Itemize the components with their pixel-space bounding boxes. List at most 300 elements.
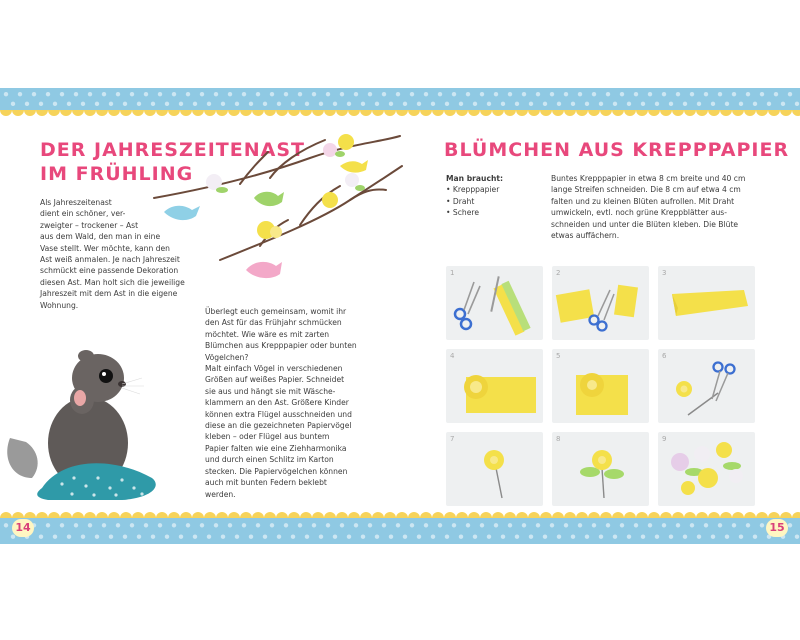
- polka-dot: [767, 102, 771, 106]
- polka-dot: [725, 102, 729, 106]
- polka-dot: [599, 102, 603, 106]
- scallop: [372, 110, 384, 116]
- polka-dot: [256, 92, 260, 96]
- polka-dot: [522, 523, 526, 527]
- flower-with-leaves-icon: [552, 432, 649, 506]
- polka-dot: [200, 92, 204, 96]
- bottom-border-band: [0, 518, 800, 544]
- polka-dot: [725, 535, 729, 539]
- step-photo-1: 1: [446, 266, 543, 340]
- polka-dot: [410, 92, 414, 96]
- scallop: [24, 110, 36, 116]
- polka-dot: [235, 535, 239, 539]
- polka-dot: [172, 92, 176, 96]
- material-item: • Schere: [446, 208, 480, 218]
- polka-dot: [690, 92, 694, 96]
- scallop: [360, 110, 372, 116]
- polka-dot: [473, 535, 477, 539]
- scallop: [720, 110, 732, 116]
- polka-dot: [158, 523, 162, 527]
- polka-dot: [648, 92, 652, 96]
- polka-dot: [319, 535, 323, 539]
- scallop: [72, 110, 84, 116]
- polka-dot: [179, 102, 183, 106]
- polka-dot: [144, 92, 148, 96]
- scallop: [780, 110, 792, 116]
- polka-dot: [536, 92, 540, 96]
- polka-dot: [354, 523, 358, 527]
- polka-dot: [655, 535, 659, 539]
- polka-dot: [739, 535, 743, 539]
- scallop: [600, 110, 612, 116]
- polka-dot: [452, 92, 456, 96]
- polka-dot: [123, 535, 127, 539]
- scallop: [408, 110, 420, 116]
- polka-dot: [620, 92, 624, 96]
- polka-dot: [25, 102, 29, 106]
- polka-dot: [487, 102, 491, 106]
- scallop: [204, 110, 216, 116]
- polka-dot: [550, 523, 554, 527]
- spring-branch-illustration: [150, 130, 405, 290]
- polka-dot: [529, 102, 533, 106]
- scallop: [504, 110, 516, 116]
- polka-dot: [662, 92, 666, 96]
- polka-dot: [508, 92, 512, 96]
- materials-list: [446, 173, 546, 219]
- polka-dot: [438, 92, 442, 96]
- polka-dot: [60, 523, 64, 527]
- polka-dot: [221, 102, 225, 106]
- polka-dot: [732, 92, 736, 96]
- polka-dot: [81, 535, 85, 539]
- polka-dot: [291, 102, 295, 106]
- polka-dot: [158, 92, 162, 96]
- flower-wire-scissors-icon: [658, 349, 755, 423]
- polka-dot: [389, 102, 393, 106]
- scallop: [324, 110, 336, 116]
- left-body-text: Überlegt euch gemeinsam, womit ihr den Ast für das Frühjahr schmücken möchtet. Wie wäre es mit zarten Blümchen aus Krepppapier oder bunten Vögelchen? Malt einfach Vögel in verschiedenen Größen auf weißes Papier. Schneidet sie aus und hängt sie mit Wäsche- klammern an den Ast. Größere Kinder können extra Flügel ausschneiden und diese an die gezeichneten Papiervögel kleben – oder Flügel aus buntem Papier falten wie eine Ziehharmonika und durch einen Schlitz im Karton stecken. Die Papiervögelchen können auch mit bunten Federn beklebt werden.: [205, 307, 357, 499]
- polka-dot: [340, 92, 344, 96]
- scallop: [552, 110, 564, 116]
- scallop: [240, 110, 252, 116]
- polka-dot: [389, 535, 393, 539]
- polka-dot: [592, 523, 596, 527]
- scallop: [132, 110, 144, 116]
- scallop: [216, 110, 228, 116]
- polka-dot: [676, 523, 680, 527]
- polka-dot: [11, 535, 15, 539]
- polka-dot: [249, 535, 253, 539]
- polka-dot: [648, 523, 652, 527]
- polka-dot: [480, 92, 484, 96]
- polka-dot: [753, 102, 757, 106]
- polka-dot: [508, 523, 512, 527]
- polka-dot: [130, 92, 134, 96]
- polka-dot: [774, 92, 778, 96]
- polka-dot: [571, 535, 575, 539]
- scallop: [456, 110, 468, 116]
- polka-dot: [445, 102, 449, 106]
- polka-dot: [144, 523, 148, 527]
- polka-dot: [501, 102, 505, 106]
- step-photo-3: 3: [658, 266, 755, 340]
- polka-dot: [683, 102, 687, 106]
- scallop: [396, 110, 408, 116]
- polka-dot: [207, 535, 211, 539]
- polka-dot: [424, 92, 428, 96]
- instructions-text: Buntes Krepppapier in etwa 8 cm breite und 40 cm lange Streifen schneiden. Die 8 cm auf etwa 4 cm falten und zu kleinen Blüten aufrollen. Mit Draht umwickeln, evtl. noch grüne Kreppblätter aus- schneiden und unter die Blüten kleben. Die Blüte etwas auffächern.: [551, 174, 746, 241]
- polka-dot: [557, 102, 561, 106]
- polka-dot: [123, 102, 127, 106]
- polka-dot: [403, 535, 407, 539]
- polka-dot: [95, 102, 99, 106]
- polka-dot: [312, 523, 316, 527]
- scallop: [528, 110, 540, 116]
- polka-dot: [298, 523, 302, 527]
- polka-dot: [627, 102, 631, 106]
- material-item: • Draht: [446, 196, 475, 206]
- scallop: [732, 110, 744, 116]
- scallop: [420, 110, 432, 116]
- polka-dot: [368, 92, 372, 96]
- scissors-and-paper-icon: [446, 266, 543, 340]
- scallop: [660, 110, 672, 116]
- scallop: [156, 110, 168, 116]
- scallop: [672, 110, 684, 116]
- polka-dot: [319, 102, 323, 106]
- scallop: [684, 110, 696, 116]
- polka-dot: [116, 523, 120, 527]
- polka-dot: [305, 102, 309, 106]
- polka-dot: [235, 102, 239, 106]
- polka-dot: [739, 102, 743, 106]
- polka-dot: [60, 92, 64, 96]
- polka-dot: [599, 535, 603, 539]
- polka-dot: [368, 523, 372, 527]
- top-border-band: [0, 88, 800, 110]
- polka-dot: [88, 523, 92, 527]
- polka-dot: [536, 523, 540, 527]
- polka-dot: [732, 523, 736, 527]
- polka-dot: [501, 535, 505, 539]
- polka-dot: [333, 102, 337, 106]
- scallop: [96, 110, 108, 116]
- polka-dot: [431, 102, 435, 106]
- scallop: [0, 110, 12, 116]
- left-page-number: 14: [12, 519, 34, 537]
- scallop: [588, 110, 600, 116]
- scallop: [636, 110, 648, 116]
- polka-dot: [564, 92, 568, 96]
- polka-dot: [361, 535, 365, 539]
- polka-dot: [522, 92, 526, 96]
- polka-dot: [613, 535, 617, 539]
- polka-dot: [347, 102, 351, 106]
- scallop: [264, 110, 276, 116]
- scallop: [144, 110, 156, 116]
- scallop: [276, 110, 288, 116]
- polka-dot: [564, 523, 568, 527]
- polka-dot: [634, 523, 638, 527]
- polka-dot: [102, 92, 106, 96]
- polka-dot: [193, 535, 197, 539]
- polka-dots: [0, 88, 800, 110]
- polka-dot: [795, 102, 799, 106]
- rolling-flower-icon: [446, 349, 543, 423]
- polka-dot: [179, 535, 183, 539]
- scallop: [444, 110, 456, 116]
- polka-dot: [95, 535, 99, 539]
- polka-dot: [641, 102, 645, 106]
- polka-dot: [53, 535, 57, 539]
- polka-dot: [466, 92, 470, 96]
- polka-dot: [263, 535, 267, 539]
- polka-dot: [704, 523, 708, 527]
- material-item: • Krepppapier: [446, 185, 500, 195]
- polka-dot: [795, 535, 799, 539]
- polka-dot: [480, 523, 484, 527]
- polka-dot: [473, 102, 477, 106]
- step-photo-8: 8: [552, 432, 649, 506]
- left-title-line-2: IM FRÜHLING: [40, 163, 194, 185]
- polka-dot: [655, 102, 659, 106]
- polka-dot: [375, 102, 379, 106]
- polka-dot: [116, 92, 120, 96]
- polka-dot: [718, 92, 722, 96]
- polka-dot: [690, 523, 694, 527]
- polka-dot: [578, 92, 582, 96]
- polka-dot: [585, 102, 589, 106]
- polka-dot: [375, 535, 379, 539]
- polka-dot: [291, 535, 295, 539]
- scallop: [756, 110, 768, 116]
- polka-dot: [165, 535, 169, 539]
- scallop: [60, 110, 72, 116]
- polka-dot: [746, 92, 750, 96]
- polka-dot: [781, 102, 785, 106]
- polka-dot: [18, 92, 22, 96]
- polka-dot: [634, 92, 638, 96]
- polka-dot: [4, 92, 8, 96]
- polka-dot: [39, 535, 43, 539]
- polka-dot: [214, 92, 218, 96]
- polka-dot: [214, 523, 218, 527]
- polka-dot: [515, 535, 519, 539]
- scallop: [336, 110, 348, 116]
- polka-dot: [620, 523, 624, 527]
- polka-dot: [102, 523, 106, 527]
- polka-dot: [284, 92, 288, 96]
- polka-dot: [417, 535, 421, 539]
- polka-dot: [403, 102, 407, 106]
- scallop: [228, 110, 240, 116]
- polka-dot: [613, 102, 617, 106]
- polka-dot: [424, 523, 428, 527]
- bottom-scallop-border: [0, 508, 800, 518]
- polka-dot: [585, 535, 589, 539]
- polka-dot: [704, 92, 708, 96]
- scallop: [492, 110, 504, 116]
- polka-dot: [746, 523, 750, 527]
- scallop: [192, 110, 204, 116]
- polka-dot: [277, 535, 281, 539]
- polka-dot: [109, 535, 113, 539]
- polka-dot: [32, 92, 36, 96]
- polka-dot: [137, 102, 141, 106]
- polka-dot: [760, 523, 764, 527]
- polka-dot: [151, 535, 155, 539]
- scallop: [432, 110, 444, 116]
- scallop: [348, 110, 360, 116]
- polka-dot: [487, 535, 491, 539]
- polka-dot: [683, 535, 687, 539]
- step-photo-9: 9: [658, 432, 755, 506]
- scallop: [48, 110, 60, 116]
- step-photo-2: 2: [552, 266, 649, 340]
- polka-dot: [515, 102, 519, 106]
- polka-dot: [39, 102, 43, 106]
- polka-dot: [74, 92, 78, 96]
- left-title-line-1: DER JAHRESZEITENAST: [40, 139, 305, 161]
- polka-dot: [410, 523, 414, 527]
- polka-dot: [571, 102, 575, 106]
- polka-dot: [606, 92, 610, 96]
- polka-dot: [270, 92, 274, 96]
- rolled-strip-icon: [658, 266, 755, 340]
- scallop: [516, 110, 528, 116]
- right-page-number: 15: [766, 519, 788, 537]
- polka-dot: [172, 523, 176, 527]
- polka-dot: [697, 102, 701, 106]
- scallop: [84, 110, 96, 116]
- polka-dot: [760, 92, 764, 96]
- polka-dot: [340, 523, 344, 527]
- scallop: [168, 110, 180, 116]
- polka-dot: [662, 523, 666, 527]
- polka-dot: [11, 102, 15, 106]
- polka-dot: [669, 535, 673, 539]
- polka-dot: [557, 535, 561, 539]
- polka-dot: [228, 523, 232, 527]
- polka-dot: [445, 535, 449, 539]
- polka-dot: [165, 102, 169, 106]
- polka-dot: [186, 92, 190, 96]
- flower-bouquet-icon: [658, 432, 755, 506]
- polka-dot: [592, 92, 596, 96]
- materials-heading: Man braucht:: [446, 174, 504, 183]
- polka-dot: [578, 523, 582, 527]
- polka-dot: [711, 535, 715, 539]
- scallop: [384, 110, 396, 116]
- polka-dot: [53, 102, 57, 106]
- polka-dot: [46, 92, 50, 96]
- top-scallop-border: [0, 110, 800, 120]
- polka-dot: [186, 523, 190, 527]
- polka-dot: [361, 102, 365, 106]
- polka-dot: [711, 102, 715, 106]
- polka-dot: [67, 535, 71, 539]
- scallop: [696, 110, 708, 116]
- left-intro-text: Als Jahreszeitenast dient ein schöner, ver- zweigter – trockener – Ast aus dem Wald, den man in eine Vase stellt. Wer möchte, kann den Ast weiß anmalen. Je nach Jahreszeit schmückt eine passende Dekoration diesen Ast. Man holt sich die jeweilige Jahreszeit mit dem Ast in die eigene Wohnung.: [40, 198, 185, 310]
- polka-dot: [277, 102, 281, 106]
- polka-dot: [438, 523, 442, 527]
- polka-dot: [242, 523, 246, 527]
- polka-dot: [788, 523, 792, 527]
- polka-dot: [137, 535, 141, 539]
- scallop: [120, 110, 132, 116]
- polka-dot: [753, 535, 757, 539]
- polka-dot: [347, 535, 351, 539]
- scallop: [768, 110, 780, 116]
- scallop: [288, 110, 300, 116]
- polka-dot: [452, 523, 456, 527]
- polka-dot: [466, 523, 470, 527]
- scallop: [648, 110, 660, 116]
- polka-dot: [529, 535, 533, 539]
- folded-paper-and-scissors-icon: [552, 266, 649, 340]
- step-photo-5: 5: [552, 349, 649, 423]
- polka-dot: [88, 92, 92, 96]
- polka-dot: [718, 523, 722, 527]
- polka-dot: [221, 535, 225, 539]
- scallop: [792, 110, 800, 116]
- polka-dot: [417, 102, 421, 106]
- polka-dot: [263, 102, 267, 106]
- scallop: [540, 110, 552, 116]
- polka-dot: [606, 523, 610, 527]
- polka-dot: [312, 92, 316, 96]
- scallop: [564, 110, 576, 116]
- polka-dot: [494, 92, 498, 96]
- scallop: [708, 110, 720, 116]
- polka-dot: [242, 92, 246, 96]
- polka-dot: [4, 523, 8, 527]
- polka-dot: [676, 92, 680, 96]
- polka-dot: [305, 535, 309, 539]
- right-page-title: BLÜMCHEN AUS KREPPPAPIER: [444, 139, 790, 161]
- scallop: [300, 110, 312, 116]
- polka-dot: [669, 102, 673, 106]
- polka-dot: [354, 92, 358, 96]
- scallop: [36, 110, 48, 116]
- polka-dot: [74, 523, 78, 527]
- paper-birds: [164, 160, 368, 278]
- polka-dot: [543, 535, 547, 539]
- polka-dot: [543, 102, 547, 106]
- polka-dot: [697, 535, 701, 539]
- step-photo-6: 6: [658, 349, 755, 423]
- polka-dot: [333, 535, 337, 539]
- polka-dot: [151, 102, 155, 106]
- polka-dot: [459, 535, 463, 539]
- polka-dot: [459, 102, 463, 106]
- scallop: [12, 110, 24, 116]
- polka-dot: [200, 523, 204, 527]
- polka-dot: [81, 102, 85, 106]
- polka-dot: [396, 92, 400, 96]
- scallop: [108, 110, 120, 116]
- scallop: [612, 110, 624, 116]
- polka-dot: [382, 92, 386, 96]
- polka-dot: [326, 92, 330, 96]
- polka-dot: [641, 535, 645, 539]
- polka-dot: [46, 523, 50, 527]
- polka-dot: [494, 523, 498, 527]
- polka-dot: [228, 92, 232, 96]
- scallop: [312, 110, 324, 116]
- wired-flower-icon: [446, 432, 543, 506]
